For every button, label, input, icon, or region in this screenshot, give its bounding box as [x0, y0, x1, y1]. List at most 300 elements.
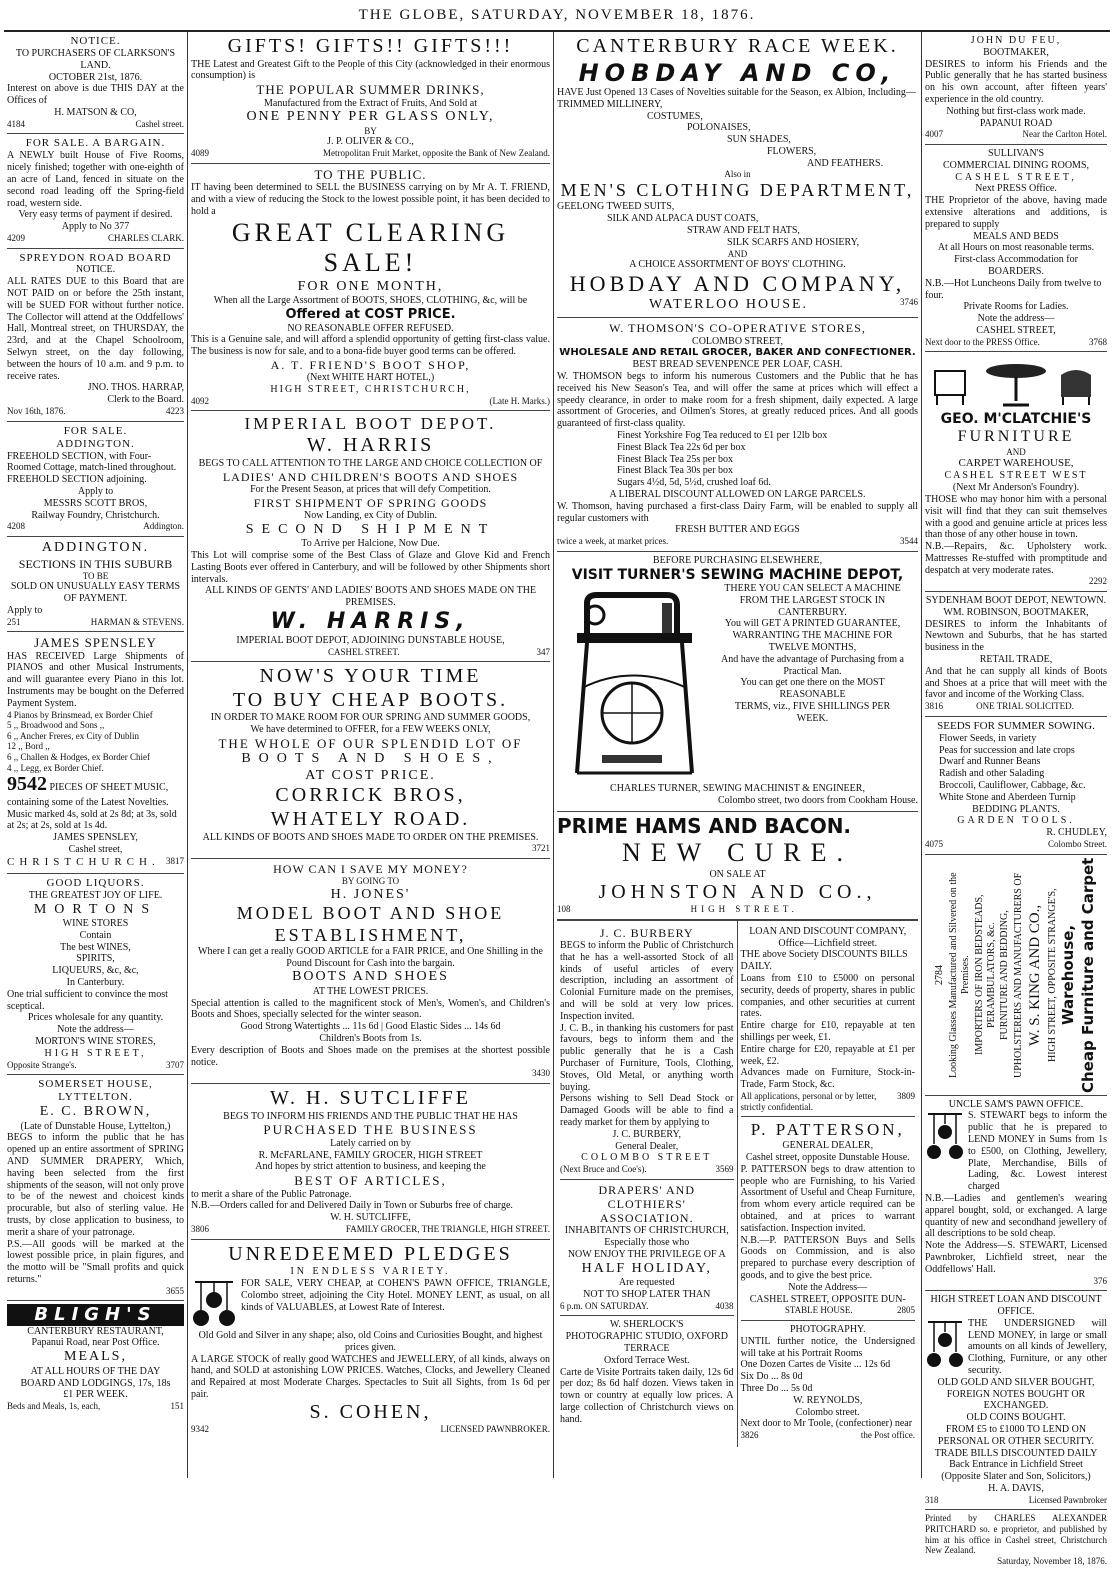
ad-role: General Dealer, — [615, 1140, 679, 1152]
ad-line: You can get one there on the MOST REASONABLE — [740, 677, 885, 701]
hobday-ad — [557, 32, 918, 318]
ad-line: MEALS AND BEDS — [973, 230, 1059, 242]
ad-line: NOW ENJOY THE PRIVILEGE OF A — [567, 1248, 726, 1260]
ad-text: DESIRES to inform the Inhabitants of Newtown and Suburbs, that he has started business in the — [925, 618, 1107, 654]
ad-role: LICENSED PAWNBROKER. — [440, 1424, 550, 1435]
ad-line: THE WHOLE OF OUR SPLENDID LOT OF — [218, 736, 523, 752]
ad-line: the Post office. — [860, 1430, 915, 1441]
ad-name: CHARLES CLARK. — [107, 232, 184, 243]
ad-line: ONE PENNY PER GLASS ONLY, — [246, 109, 495, 125]
ad-text: W. THOMSON begs to inform his numerous Customers and the Public that he has received his New Season's Tea, and will offer the same at prices which will effect a speedy clearance, in order to make room for a fresh shipment, daily expected. A large assortment of Groceries, and Oilmen's Stores, at greatly reduced prices. And all goods guaranteed of first-class quality. — [557, 370, 918, 430]
ad-code: 4223 — [166, 406, 184, 417]
ad-line: MEN'S CLOTHING DEPARTMENT, — [560, 180, 915, 201]
reynolds-photography-ad — [741, 1321, 916, 1445]
ad-line: First-class Accommodation for BOARDERS. — [954, 254, 1078, 277]
ad-code: 3768 — [1089, 336, 1107, 347]
ad-text: THE Proprietor of the above, having made extensive alterations and additions, is prepared to supply — [925, 195, 1107, 230]
ad-line: Cheap Furniture and Carpet — [1079, 856, 1098, 1093]
ad-line: Manufactured from the Extract of Fruits, And Sold at — [263, 97, 477, 109]
ad-signature: J. C. BURBERY, — [612, 1128, 681, 1140]
ad-subheading: NOTICE. — [75, 264, 116, 276]
ad-address: Cashel street, opposite Dunstable House. — [745, 1152, 910, 1164]
ad-code: 3806 — [191, 1223, 209, 1234]
newspaper-page — [4, 30, 1110, 1566]
ad-address: HIGH STREET, — [44, 1047, 147, 1059]
pawnbroker-balls-icon — [925, 1110, 965, 1166]
sullivans-dining-ad — [925, 145, 1107, 352]
ad-text: PHOTOGRAPHIC STUDIO, OXFORD TERRACE — [565, 1331, 728, 1354]
ad-text: ALL RATES DUE to this Board that are NOT PAID on or before the 25th instant, will be SUED FOR without further notice. The Collector will attend at the Oddfellows' Hall, Montreal street, on THURSDAY, the 23rd, and at the Chapel Schoolroom, Selwyn street, on the day following, between the hours of 10 a.m. and 9 p.m. to receive rates. — [7, 276, 184, 382]
ad-text: All applications, personal or by letter, strictly confidential. — [740, 1091, 877, 1112]
ad-line: And have the advantage of Purchasing from a — [721, 653, 904, 665]
ad-line: SOLD ON UNUSUALLY EASY TERMS — [10, 581, 181, 593]
ad-code: 251 — [7, 616, 21, 627]
ad-line: NEW CURE. — [621, 838, 854, 868]
list-item: Finest Yorkshire Fog Tea reduced to £1 per 12lb box — [617, 429, 828, 441]
ad-heading: TO THE PUBLIC. — [314, 166, 427, 182]
masthead: THE GLOBE, SATURDAY, NOVEMBER 18, 1876. — [358, 7, 756, 23]
list-item: In Canterbury. — [66, 977, 125, 989]
burbery-ad — [560, 923, 734, 1180]
ad-text: This Lot will comprise some of the Best Class of Glaze and Glove Kid and French Lasting Boots ever offered in Canterbury, and will be followed by other Shipments short intervals. — [191, 549, 550, 585]
list-item: SPIRITS, — [76, 953, 115, 965]
ad-code: 9342 — [191, 1424, 209, 1435]
list-item: Dwarf and Runner Beans — [939, 756, 1041, 768]
ad-name: JOHNSTON AND CO., — [598, 880, 877, 903]
ad-line: Beds and Meals, 1s, each, — [7, 1401, 101, 1412]
ad-code: 3746 — [899, 296, 918, 307]
ad-text: Persons wishing to Sell Dead Stock or Damaged Goods will be able to find a ready market for them by applying to — [560, 1093, 734, 1128]
ad-line: FOR ONE MONTH, — [297, 278, 444, 294]
house-sale-ad — [7, 134, 184, 248]
harris-boot-depot-ad — [191, 411, 550, 662]
ad-line: GARDEN TOOLS. — [957, 815, 1075, 827]
ad-name: R. CHUDLEY, — [1046, 827, 1107, 839]
ad-text: HAVE Just Opened 13 Cases of Novelties suitable for the Season, ex Albion, Including— — [557, 86, 916, 98]
ad-line: (Next Mr Anderson's Foundry). — [952, 482, 1080, 494]
ad-line: SECOND SHIPMENT — [245, 521, 496, 537]
ad-heading: IMPERIAL BOOT DEPOT. — [244, 414, 497, 434]
ad-name: W. H. SUTCLIFFE — [270, 1087, 471, 1110]
ad-address: Metropolitan Fruit Market, opposite the Bank of New Zealand. — [323, 148, 550, 159]
ad-line: FROM THE LARGEST STOCK IN — [739, 594, 886, 606]
ad-text: Every description of Boots and Shoes made on the premises at the shortest possible notice. — [191, 1044, 550, 1068]
ad-line: WARRANTING THE MACHINE FOR — [732, 630, 893, 642]
ad-line: Next door to the PRESS Office. — [925, 336, 1040, 347]
ad-line: ALL KINDS OF GENTS' AND LADIES' BOOTS AND SHOES MADE ON THE PREMISES. — [204, 585, 537, 609]
ad-line: GREAT CLEARING SALE! — [231, 217, 510, 278]
ad-city: CHRISTCHURCH. — [7, 855, 160, 868]
ad-line: A CHOICE ASSORTMENT OF BOYS' CLOTHING. — [629, 259, 846, 271]
ad-text: IT having been determined to SELL the BUSINESS carrying on by Mr A. T. FRIEND, and with a view of reducing the Stock to the lowest possible point, it has been decided to hold a — [191, 182, 550, 217]
ad-code: 376 — [1093, 1275, 1107, 1286]
ad-note: Note the Address—S. STEWART, Licensed Pawnbroker, Lichfield street, near the Oddfellows' Hall. — [925, 1240, 1107, 1275]
ad-subheading: COMMERCIAL DINING ROOMS, — [942, 159, 1090, 171]
ad-line: BOOTS AND SHOES — [292, 969, 449, 985]
ad-line: NO REASONABLE OFFER REFUSED. — [287, 322, 454, 334]
ad-code: 3655 — [166, 1285, 184, 1296]
ad-line: BEST OF ARTICLES, — [294, 1173, 447, 1189]
ad-name: CORRICK BROS, — [275, 784, 466, 807]
ad-address: MORTON'S WINE STORES, — [35, 1036, 156, 1048]
oliver-drinks-ad — [191, 32, 550, 164]
list-item: Peas for succession and late crops — [939, 744, 1075, 756]
ad-text: Interest on above is due THIS DAY at the Offices of — [7, 83, 184, 107]
davis-loan-office-ad — [925, 1291, 1107, 1510]
ad-terms: Very easy terms of payment if desired. Apply to No 377 — [18, 209, 173, 233]
ad-code: 3544 — [900, 536, 918, 547]
ad-heading: JAMES SPENSLEY — [34, 635, 157, 651]
drapers-association-ad — [560, 1180, 734, 1317]
column-1 — [4, 32, 188, 1478]
ad-text: Entire charge for £10, repayable at ten shillings per week, £1. — [740, 1020, 915, 1044]
ad-name: JOHN DU FEU, — [970, 35, 1062, 46]
ad-line: SECTIONS IN THIS SUBURB — [18, 556, 173, 571]
ad-code: 4092 — [191, 395, 209, 406]
ad-line: We have determined to OFFER, for a FEW WEEKS ONLY, — [250, 724, 491, 736]
ad-heading: PRIME HAMS AND BACON. — [557, 813, 852, 838]
ad-code: 4208 — [7, 521, 25, 532]
ad-line: THE POPULAR SUMMER DRINKS, — [256, 82, 485, 98]
ad-note: Note the Address— — [788, 1281, 868, 1293]
ad-address: Colombo street. — [795, 1406, 860, 1418]
brown-drapery-ad — [7, 1075, 184, 1301]
ad-date: Nov 16th, 1876. — [7, 406, 66, 417]
ad-text: N.B.—P. PATTERSON Buys and Sells Goods on Commission, and is also prepared to purchase every description of goods, and to give the best price. — [740, 1234, 915, 1282]
column-2 — [188, 32, 554, 1478]
ad-line: At all Hours on most reasonable terms. — [937, 242, 1095, 254]
ad-address: CASHEL STREET, — [976, 324, 1056, 336]
ad-heading: ADDINGTON. — [41, 539, 150, 555]
loan-discount-ad — [741, 923, 916, 1117]
list-item: The best WINES, — [60, 941, 131, 953]
list-item: LIQUEURS, &c, &c, — [52, 965, 139, 977]
ad-line: N.B.—Hot Luncheons Daily from twelve to four. — [925, 277, 1102, 301]
list-item: White Stone and Aberdeen Turnip — [939, 791, 1076, 803]
ad-line: Lately carried on by — [330, 1137, 411, 1149]
ad-name: H. JONES' — [330, 886, 411, 902]
lower-right — [738, 921, 919, 1447]
mclatchie-furniture-ad — [925, 352, 1107, 592]
ad-line: WINE STORES — [62, 918, 129, 930]
ad-line: FIRST SHIPMENT OF SPRING GOODS — [253, 495, 488, 510]
ad-heading: UNREDEEMED PLEDGES — [228, 1242, 513, 1265]
ad-heading: SPREYDON ROAD BOARD — [19, 251, 172, 264]
ad-line: And hopes by strict attention to business, and keeping the — [255, 1161, 486, 1173]
ad-banner: BLIGH'S — [7, 1304, 184, 1325]
ad-code: 3707 — [166, 1059, 184, 1070]
spreydon-road-board-notice — [7, 249, 184, 422]
ad-text: Special attention is called to the magnificent stock of Men's, Women's, and Children's Boots and Shoes, specially selected for the winter season. — [191, 997, 550, 1021]
ad-text: This is a Genuine sale, and will afford a splendid opportunity of getting first-class value. The business is now for sale, and to a bona-fide buyer good terms can be offered. — [191, 334, 550, 358]
ad-line: Near the Carlton Hotel. — [1022, 129, 1107, 140]
ad-line: twice a week, at market prices. — [557, 536, 669, 547]
column-3 — [554, 32, 922, 1478]
ad-name: MORTONS — [33, 901, 158, 917]
ad-line: When all the Large Assortment of BOOTS, SHOES, CLOTHING, &c, will be — [213, 295, 528, 307]
ad-heading: FOR SALE. A BARGAIN. — [25, 137, 166, 150]
list-item: One Dozen Cartes de Visite ... 12s 6d — [740, 1359, 891, 1371]
ad-heading: TO BUY CHEAP BOOTS. — [232, 688, 509, 711]
ad-line: ALL KINDS OF BOOTS AND SHOES MADE TO ORDER ON THE PREMISES. — [202, 831, 539, 843]
ad-code: 2292 — [1089, 576, 1107, 587]
list-item: GEELONG TWEED SUITS, — [557, 201, 675, 213]
ad-line: BOARD AND LODGINGS, 17s, 18s — [20, 1377, 171, 1389]
ad-name: HOBDAY AND COMPANY, — [569, 270, 906, 296]
ad-address: STABLE HOUSE. — [784, 1305, 853, 1316]
ad-address: Colombo street, two doors from Cookham House. — [718, 794, 918, 806]
ad-line: Nothing but first-class work made. — [946, 105, 1086, 117]
mortons-wine-ad — [7, 874, 184, 1075]
pawnbroker-balls-icon — [191, 1278, 237, 1330]
ad-heading: CANTERBURY RACE WEEK. — [576, 35, 899, 57]
ad-heading: SOMERSET HOUSE, LYTTELTON. — [38, 1078, 153, 1104]
ad-line: Good Strong Watertights ... 11s 6d | Good Elastic Sides ... 14s 6d — [240, 1021, 501, 1033]
ad-line: AND — [727, 248, 748, 259]
list-item: 4 Pianos by Brinsmead, ex Border Chief — [7, 709, 153, 720]
ad-line: £1 PER WEEK. — [63, 1389, 128, 1401]
ad-line: BOOTS AND SHOES, — [241, 751, 500, 767]
ad-heading: VISIT TURNER'S SEWING MACHINE DEPOT, — [571, 566, 904, 583]
ad-line: N.B.—Orders called for and Delivered Daily in Town or Suburbs free of charge. — [191, 1200, 513, 1212]
lower-left — [557, 921, 738, 1447]
ad-address: CASHEL STREET. — [328, 646, 400, 657]
ad-address: CASHEL STREET, — [955, 171, 1077, 183]
ad-subheading: THE GREATEST JOY OF LIFE. — [28, 889, 163, 901]
sections-ad — [7, 537, 184, 632]
ad-name: MESSRS SCOTT BROS, — [43, 497, 148, 509]
ad-name: E. C. BROWN, — [39, 1104, 152, 1120]
turner-lines — [707, 583, 918, 783]
ad-code: 108 — [557, 904, 571, 915]
ad-address: FAMILY GROCER, THE TRIANGLE, HIGH STREET. — [345, 1223, 550, 1234]
ad-text: J. C. B., in thanking his customers for past favours, begs to inform them and the public generally that he is a Cash Purchaser of Furniture, Tools, Clothing, Stoves, Old Metal, or anything worth buying. — [560, 1022, 734, 1093]
ad-place: Addington. — [143, 521, 184, 532]
ad-line: OLD GOLD AND SILVER BOUGHT, FOREIGN NOTES BOUGHT OR EXCHANGED. — [937, 1376, 1095, 1412]
ad-item: FREEHOLD SECTION, with Four-Roomed Cottage, match-lined throughout. — [7, 450, 177, 474]
music-number: 9542 — [7, 773, 47, 796]
ad-line: NOT TO SHOP LATER THAN — [583, 1288, 711, 1300]
ad-line: MEALS, — [64, 1349, 127, 1365]
ad-line: WEEK. — [796, 712, 829, 724]
list-item: Six Do ... 8s 0d — [740, 1371, 803, 1383]
ad-code: 4038 — [715, 1300, 734, 1311]
ad-line: AT ALL HOURS OF THE DAY — [30, 1365, 161, 1377]
ad-address: COLOMBO STREET, — [692, 335, 783, 347]
ad-address: COLOMBO STREET — [581, 1152, 713, 1164]
ad-name: W. SHERLOCK'S — [609, 1319, 684, 1331]
ad-line: Practical Man. — [783, 665, 842, 677]
chudley-seeds-ad — [925, 717, 1107, 855]
ad-name: HARMAN & STEVENS. — [90, 616, 184, 627]
ad-line: OF PAYMENT. — [63, 593, 128, 605]
ad-line: A LIBERAL DISCOUNT ALLOWED ON LARGE PARCELS. — [609, 488, 866, 500]
thomson-stores-ad — [557, 318, 918, 551]
ad-line: Contain — [79, 929, 112, 941]
ad-text: THE Latest and Greatest Gift to the People of this City (acknowledged in their enormous consumption) is — [191, 58, 550, 82]
ad-address: Opposite Strange's. — [7, 1059, 77, 1070]
ad-text: Entire charge for £20, repayable at £1 per week, £2. — [740, 1043, 915, 1067]
ad-line: Children's Boots from 1s. — [319, 1033, 422, 1045]
ad-line: IMPORTERS OF IRON BEDSTEADS, PERAMBULATORS, &c. — [973, 894, 997, 1055]
ad-note: Note the address— — [977, 313, 1055, 325]
ad-subheading: (Late of Dunstable House, Lyttelton,) — [20, 1120, 171, 1132]
ad-line: MODEL BOOT AND SHOE — [236, 903, 505, 924]
ad-line: TO BE — [82, 570, 109, 581]
lower-column-3 — [557, 920, 918, 1447]
column-4 — [922, 32, 1110, 1566]
ad-address: IMPERIAL BOOT DEPOT, ADJOINING DUNSTABLE HOUSE, — [236, 634, 505, 646]
ad-text: Carte de Visite Portraits taken daily, 12s 6d per doz; 8s 6d half dozen. Views taken in town or country at equally low prices. A large collection of Christchurch views on hand. — [560, 1366, 734, 1425]
ad-code: 3569 — [715, 1164, 734, 1175]
ad-code: 3430 — [532, 1068, 550, 1079]
ad-text: One trial sufficient to convince the most sceptical. — [7, 988, 168, 1012]
turner-sewing-ad — [557, 552, 918, 812]
ad-signature: JAMES SPENSLEY, — [53, 832, 138, 844]
ad-name: J. C. BURBERY — [599, 925, 694, 940]
ad-name: GEO. M'CLATCHIE'S — [940, 411, 1092, 428]
ad-address: Papanui Road, near Post Office. — [31, 1337, 160, 1349]
ad-line: BEDDING PLANTS. — [972, 803, 1060, 815]
ad-line: Looking Glasses Manufactured and Silvered on the Premises. — [948, 871, 971, 1078]
ad-line: UPHOLSTERERS AND MANUFACTURERS OF — [1013, 872, 1025, 1078]
ad-role: BOOTMAKER, — [983, 46, 1049, 58]
ad-line: For the Present Season, at prices that will defy Competition. — [250, 483, 491, 495]
ad-signature: W. H. SUTCLIFFE, — [330, 1212, 411, 1224]
ad-name: W. S. KING AND CO., — [1026, 904, 1043, 1046]
addington-sale-ad — [7, 422, 184, 537]
ad-title: TO PURCHASERS OF CLARKSON'S LAND. — [15, 47, 176, 71]
ad-line: BEFORE PURCHASING ELSEWHERE, — [652, 554, 823, 566]
ad-heading: HOW CAN I SAVE MY MONEY? — [273, 862, 468, 877]
ad-banner: HOBDAY AND CO, — [578, 58, 897, 87]
ad-text: A LARGE STOCK of really good WATCHES and JEWELLERY, of all kinds, always on hand, and SOLD at astonishing LOW PRICES. Watches, Clocks, and Jewellery Cleaned and Repaired at most Moderate Charges. Spectacles to Suit all Sights, from 1s 6d per pair. — [191, 1353, 550, 1400]
ad-name: W. HARRIS — [306, 434, 435, 457]
ad-subheading: IN ENDLESS VARIETY. — [290, 1266, 451, 1278]
ad-line: FURNITURE AND BEDDING, — [999, 909, 1011, 1040]
ad-line: PURCHASED THE BUSINESS — [263, 1122, 478, 1138]
ad-heading: GOOD LIQUORS. — [46, 876, 145, 889]
ad-line: Especially those who — [604, 1237, 690, 1249]
ad-text: DESIRES to inform his Friends and the Public generally that he has started business on his own account, after fifteen years' experience in the old country. — [925, 58, 1107, 105]
ad-line: ONE TRIAL SOLICITED. — [976, 701, 1074, 712]
ad-address: Colombo Street. — [1048, 839, 1107, 850]
seed-list — [925, 733, 1107, 804]
sydenham-boot-ad — [925, 592, 1107, 717]
spensley-pianos-ad — [7, 632, 184, 874]
ad-line: (Next Bruce and Coe's). — [560, 1164, 647, 1175]
ad-line: Offered at COST PRICE. — [285, 307, 456, 323]
ad-code: 4007 — [925, 129, 943, 140]
ad-apply: Apply to — [7, 604, 43, 616]
imprint-text: Printed by CHARLES ALEXANDER PRITCHARD so. e proprietor, and published by him at his office in Cashel street, Christchurch New Zealand. — [925, 1513, 1107, 1556]
ad-address: PAPANUI ROAD — [979, 117, 1053, 129]
ad-text: P. PATTERSON begs to draw attention to people who are Furnishing, to his Varied Assortment of Useful and Cheap Furniture, from whom every article required can be obtained, and at prices to warrant satisfaction. Inspection invited. — [740, 1163, 915, 1234]
ad-text: THOSE who may honor him with a personal visit will find that they can suit themselves with a good and genuine article at prices less than those of any other house in town. — [925, 493, 1107, 541]
ad-signature: H. A. DAVIS, — [988, 1482, 1044, 1494]
ad-code: 2805 — [897, 1305, 915, 1316]
ad-code: 4075 — [925, 839, 943, 850]
patterson-dealer-ad — [741, 1117, 916, 1321]
printer-imprint — [925, 1510, 1107, 1570]
jones-boot-ad — [191, 859, 550, 1084]
ad-line: (Late H. Marks.) — [489, 395, 550, 406]
corrick-bros-ad — [191, 662, 550, 859]
ad-address: Railway Foundry, Christchurch. — [31, 509, 160, 521]
ad-text: S. STEWART begs to inform the public that he is prepared to LEND MONEY in Sums from 1s to £500, on Clothing, Jewellery, Plate, Merchandise, Bills of Lading, &c. Lowest interest charged — [968, 1110, 1107, 1193]
ad-note: Note the address— — [57, 1024, 134, 1036]
ad-line: ESTABLISHMENT, — [274, 924, 467, 945]
ad-code: 347 — [536, 646, 550, 657]
ad-code: 151 — [170, 1401, 184, 1412]
ad-heading: SYDENHAM BOOT DEPOT, NEWTOWN. — [925, 595, 1107, 607]
list-item: 6 ,, Ancher Freres, ex City of Dublin — [7, 730, 139, 741]
ad-line: WHOLESALE AND RETAIL GROCER, BAKER AND CONFECTIONER. — [559, 347, 916, 359]
ad-line: (Opposite Slater and Son, Solicitors,) — [941, 1471, 1091, 1483]
list-item: COSTUMES, — [647, 110, 703, 122]
list-item: 6 ,, Challen & Hodges, ex Border Chief — [7, 752, 150, 763]
list-item: Broccoli, Cauliflower, Cabbage, &c. — [939, 780, 1086, 792]
ad-role: Clerk to the Board. — [107, 394, 184, 406]
ad-code: 2784 — [934, 964, 946, 985]
king-furniture-ad — [925, 855, 1107, 1096]
ad-text: BEGS to inform the Public of Christchurch that he has a well-assorted Stock of all kinds of useful articles of every description, including an assortment of Colonial Furniture made on the premises, and will be sold at very low prices. Inspection invited. — [560, 940, 734, 1022]
ad-line: Next PRESS Office. — [975, 183, 1057, 195]
ad-text: UNTIL further notice, the Undersigned will take at his Portrait Rooms — [740, 1335, 915, 1359]
ad-name: P. PATTERSON, — [750, 1120, 905, 1140]
ad-name: WM. ROBINSON, BOOTMAKER, — [943, 606, 1089, 618]
ad-subheading: CANTERBURY RESTAURANT, — [27, 1325, 164, 1337]
ad-code: 4184 — [7, 118, 25, 129]
blighs-restaurant-ad — [7, 1301, 184, 1415]
list-item: 12 ,, Bord ,, — [7, 741, 50, 752]
ad-address: CASHEL STREET WEST — [944, 470, 1088, 482]
ad-heading: PHOTOGRAPHY. — [790, 1324, 866, 1336]
list-item: Three Do ... 5s 0d — [740, 1383, 813, 1395]
ad-code: 318 — [925, 1494, 939, 1505]
ad-role: GENERAL DEALER, — [782, 1140, 874, 1152]
ad-text: W. Thomson, having purchased a first-class Dairy Farm, will be enabled to supply all regular customers with — [557, 500, 918, 524]
ad-line: R. McFARLANE, FAMILY GROCER, HIGH STREET — [258, 1149, 483, 1161]
ad-text: THE above Society DISCOUNTS BILLS DAILY. — [740, 949, 908, 973]
ad-text: THE UNDERSIGNED will LEND MONEY, in large or small amounts on all kinds of Jewellery, Clothing, Furniture, or any other security. — [968, 1317, 1107, 1376]
ad-line: BY — [364, 125, 377, 136]
ad-line: Warehouse, — [1059, 924, 1078, 1025]
ad-text: INHABITANTS OF CHRISTCHURCH, — [564, 1225, 729, 1237]
ad-line: FURNITURE — [957, 427, 1075, 445]
list-item: FLOWERS, — [767, 145, 817, 157]
ad-line: CANTERBURY. — [778, 606, 847, 618]
ad-line: AND — [1006, 446, 1026, 457]
ad-line: Are requested — [618, 1277, 675, 1289]
du-feu-bootmaker-ad — [925, 32, 1107, 145]
list-item: SUN SHADES, — [727, 134, 791, 146]
ad-heading: DRAPERS' AND CLOTHIERS' ASSOCIATION. — [598, 1182, 695, 1226]
music-text: PIECES OF SHEET MUSIC, containing some of the Latest Novelties. Music marked 4s, sold at 2s 8d; at 3s, sold at 2s; at 2s, sold at 1s 4d. — [7, 782, 177, 832]
ad-name: J. P. OLIVER & CO., — [327, 136, 414, 148]
list-item: SILK SCARFS AND HOSIERY, — [727, 236, 860, 248]
tea-list — [557, 430, 918, 489]
ad-text: Where I can get a really GOOD ARTICLE for a FAIR PRICE, and One Shilling in the Pound Discount for Cash into the bargain. — [198, 945, 543, 969]
sewing-machine-icon — [557, 583, 707, 783]
pawnbroker-balls-icon — [925, 1318, 965, 1374]
ad-code: 4209 — [7, 232, 25, 243]
list-item: Finest Black Tea 22s 6d per box — [617, 441, 746, 453]
ad-address: WATERLOO HOUSE. — [648, 296, 809, 312]
ad-line: to merit a share of the Public Patronage. — [191, 1188, 352, 1200]
furniture-icon — [931, 357, 1101, 409]
ad-signature: W. REYNOLDS, — [793, 1394, 863, 1406]
